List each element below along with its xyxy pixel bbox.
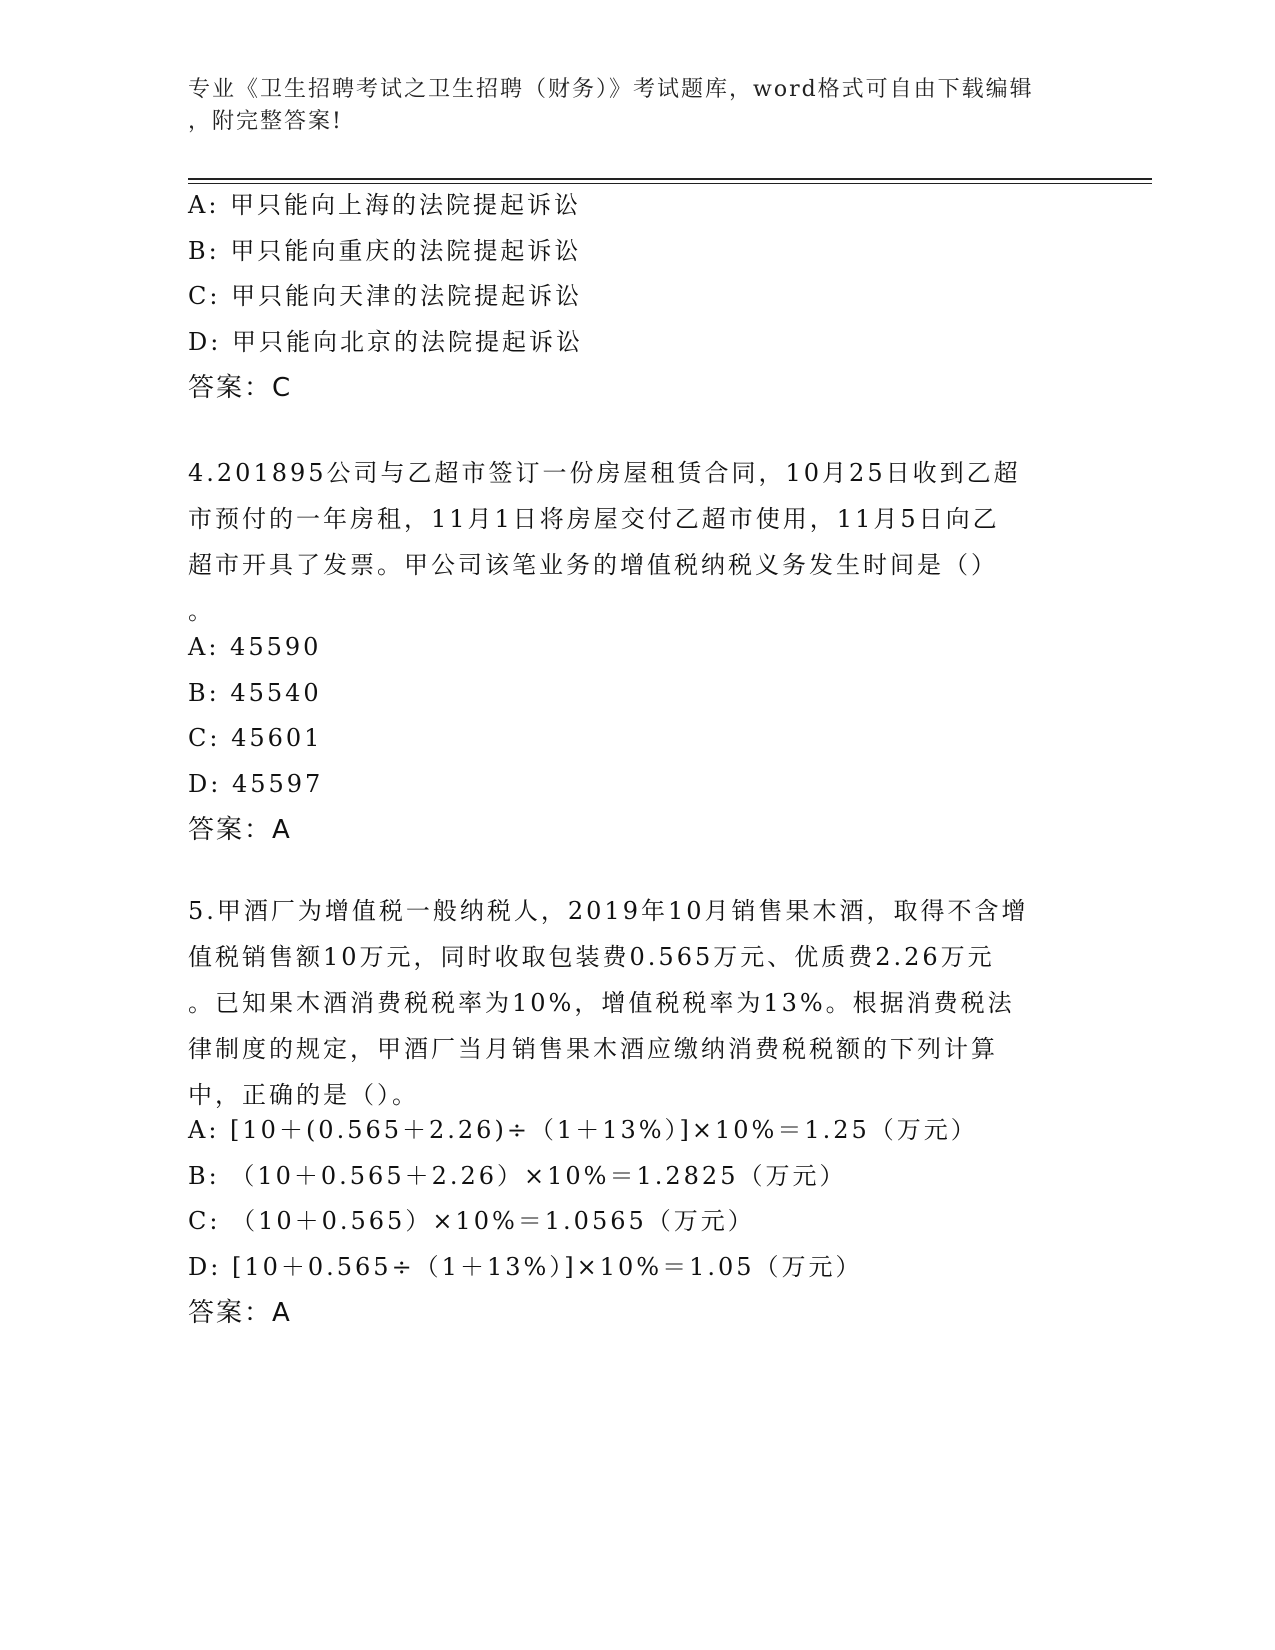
question-4-answer: 答案：A (188, 815, 292, 845)
question-5-option-c: C: （10＋0.565）×10%＝1.0565（万元） (188, 1207, 755, 1235)
question-4-line: 。 (188, 597, 215, 625)
question-4-options (188, 625, 1068, 853)
question-5-stem (188, 888, 1068, 1118)
question-3-option-d: D: 甲只能向北京的法院提起诉讼 (188, 327, 583, 356)
document-header (188, 74, 1088, 138)
question-5-line: 律制度的规定，甲酒厂当月销售果木酒应缴纳消费税税额的下列计算 (188, 1035, 998, 1063)
question-5-line: 值税销售额10万元，同时收取包装费0.565万元、优质费2.26万元 (188, 943, 995, 971)
question-3-answer: 答案：C (188, 373, 293, 403)
question-4-option-a: A: 45590 (188, 633, 322, 661)
question-3-option-c: C: 甲只能向天津的法院提起诉讼 (188, 282, 583, 310)
question-4-stem (188, 450, 1068, 634)
question-5-line: 5.甲酒厂为增值税一般纳税人，2019年10月销售果木酒，取得不含增 (188, 897, 1029, 925)
question-4 (188, 450, 1068, 634)
question-4-line: 4.201895公司与乙超市签订一份房屋租赁合同，10月25日收到乙超 (188, 459, 1021, 487)
question-4-line: 超市开具了发票。甲公司该笔业务的增值税纳税义务发生时间是（） (188, 551, 998, 579)
question-5-option-d: D: [10＋0.565÷（1＋13%）]×10%＝1.05（万元） (188, 1252, 863, 1281)
header-subtitle-line: ，附完整答案! (188, 109, 343, 134)
question-5-option-a: A: [10＋(0.565＋2.26)÷（1＋13%）]×10%＝1.25（万元） (188, 1116, 978, 1144)
question-3-option-b: B: 甲只能向重庆的法院提起诉讼 (188, 236, 582, 265)
question-5-options (188, 1108, 1068, 1336)
question-3-option-a: A: 甲只能向上海的法院提起诉讼 (188, 191, 582, 219)
question-4-option-d: D: 45597 (188, 769, 324, 798)
header-title-line: 专业《卫生招聘考试之卫生招聘（财务）》考试题库，word格式可自由下载编辑 (188, 77, 1034, 102)
question-5-line: 中，正确的是（）。 (188, 1081, 419, 1109)
question-3-options (188, 183, 1068, 411)
question-5 (188, 888, 1068, 1118)
question-4-line: 市预付的一年房租，11月1日将房屋交付乙超市使用，11月5日向乙 (188, 505, 1000, 533)
question-5-line: 。已知果木酒消费税税率为10%，增值税税率为13%。根据消费税法 (188, 989, 1015, 1017)
question-5-option-b: B: （10＋0.565＋2.26）×10%＝1.2825（万元） (188, 1161, 847, 1190)
question-5-answer: 答案：A (188, 1298, 292, 1328)
question-4-option-c: C: 45601 (188, 724, 323, 752)
question-4-option-b: B: 45540 (188, 678, 322, 707)
header-rule-thick (188, 178, 1152, 180)
